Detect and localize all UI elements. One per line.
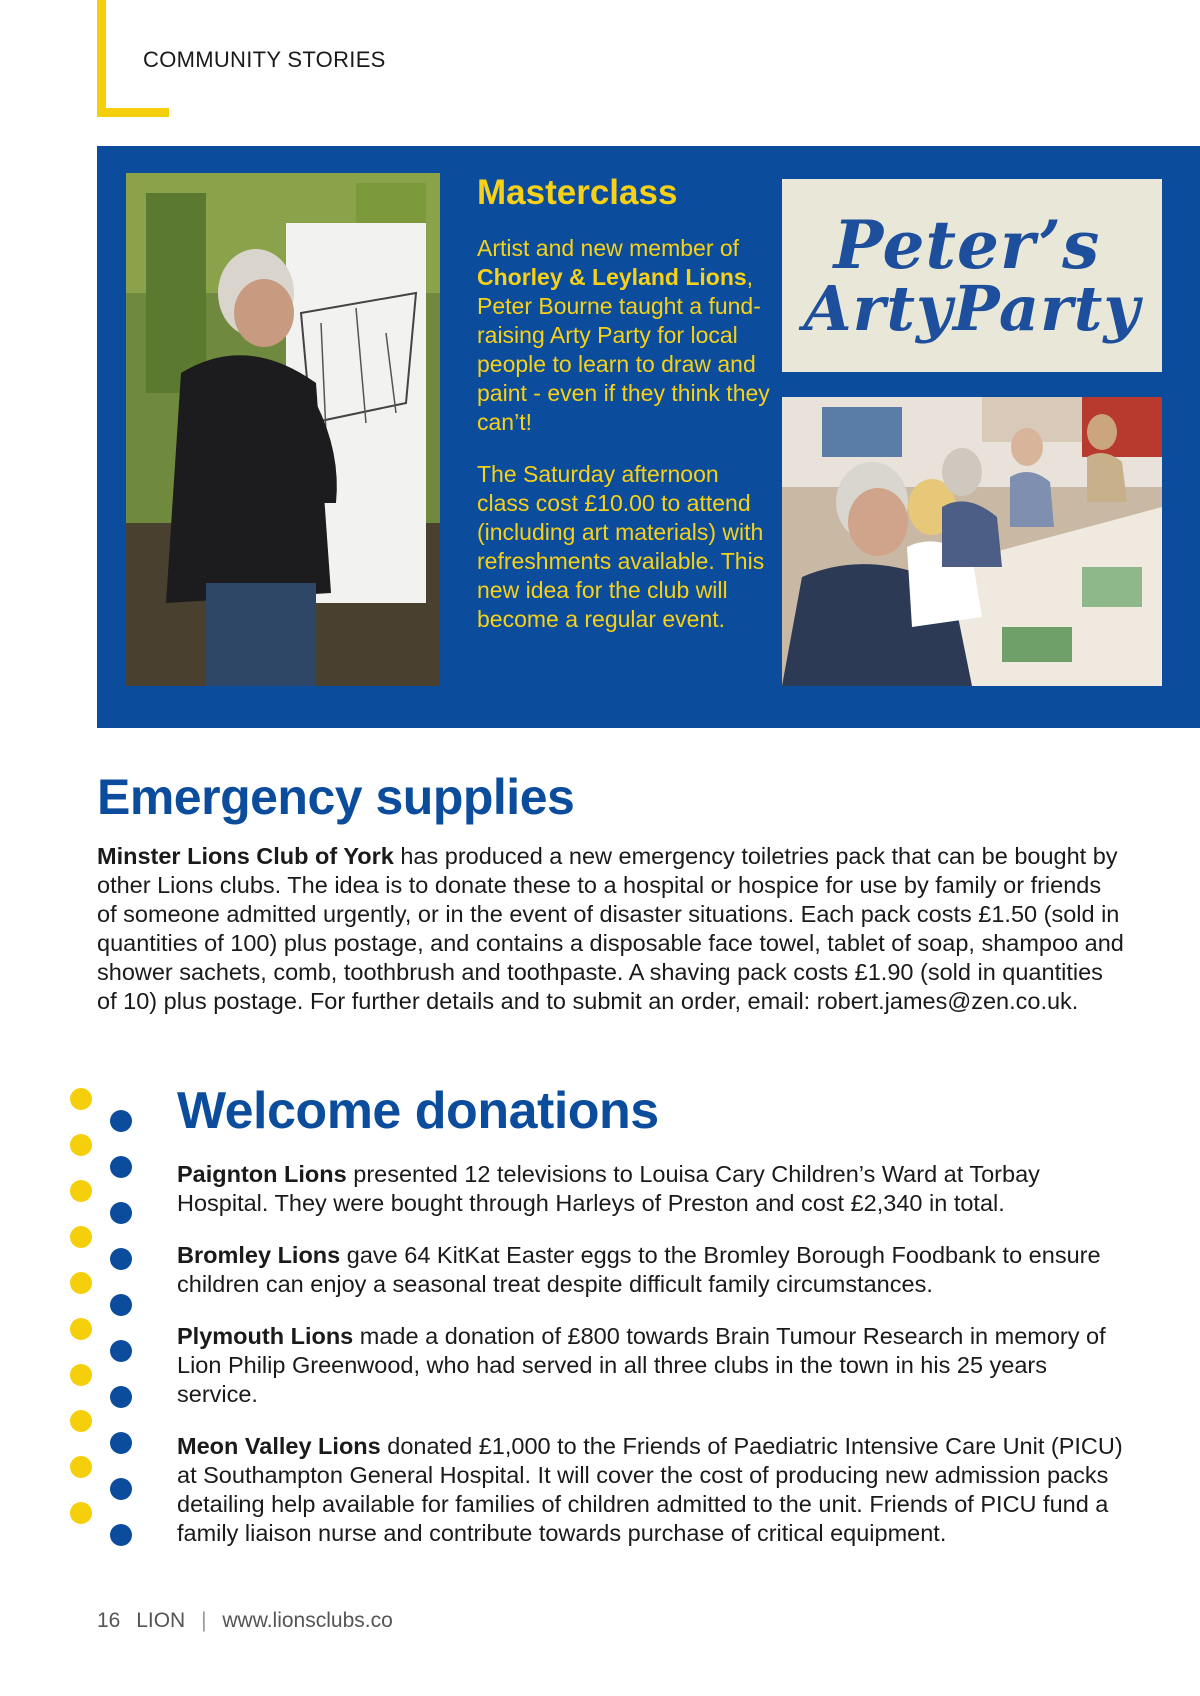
donation-item bbox=[177, 1160, 1127, 1218]
donation-text: donated £1,000 to the Friends of Paediatric Intensive Care Unit (PICU) at Southampton General Hospital. It will cover the cost of producing new admission packs detailing help available for families of children admitted to the unit. Friends of PICU fund a family liaison nurse and contribute towards purchase of critical equipment. bbox=[177, 1433, 1123, 1546]
masterclass-intro: Artist and new member of bbox=[477, 235, 740, 261]
yellow-dot bbox=[70, 1318, 92, 1340]
donation-text: gave 64 KitKat Easter eggs to the Bromley Borough Foodbank to ensure children can enjoy a seasonal treat despite difficult family circumstances. bbox=[177, 1242, 1101, 1297]
page-number: 16 bbox=[97, 1609, 121, 1632]
yellow-dot bbox=[70, 1134, 92, 1156]
yellow-dot bbox=[70, 1226, 92, 1248]
blue-dot bbox=[110, 1432, 132, 1454]
yellow-dot bbox=[70, 1502, 92, 1524]
blue-dot bbox=[110, 1248, 132, 1270]
yellow-dot bbox=[70, 1410, 92, 1432]
blue-dot bbox=[110, 1294, 132, 1316]
artist-photo bbox=[126, 173, 440, 686]
masterclass-paragraph-2: The Saturday afternoon class cost £10.00 to attend (including art materials) with refreshments available. This new idea for the club will become a regular event. bbox=[477, 461, 765, 632]
donation-club: Plymouth Lions bbox=[177, 1323, 354, 1349]
blue-dot bbox=[110, 1524, 132, 1546]
donation-club: Bromley Lions bbox=[177, 1242, 341, 1268]
donation-item bbox=[177, 1322, 1127, 1409]
blue-dot bbox=[110, 1340, 132, 1362]
emergency-heading: Emergency supplies bbox=[97, 769, 575, 825]
yellow-dot bbox=[70, 1272, 92, 1294]
blue-dot bbox=[110, 1478, 132, 1500]
welcome-heading: Welcome donations bbox=[177, 1082, 659, 1140]
emergency-club: Minster Lions Club of York bbox=[97, 843, 394, 869]
emergency-text: has produced a new emergency toiletries pack that can be bought by other Lions clubs. The idea is to donate these to a hospital or hospice for use by family or friends of someone admitted urgently, or in the event of disaster situations. Each pack costs £1.50 (sold in quantities of 100) plus postage, and contains a disposable face towel, tablet of soap, shampoo and shower sachets, comb, toothbrush and toothpaste. A shaving pack costs £1.90 (sold in quantities of 10) plus postage. For further details and to submit an order, email: robert.james@zen.co.uk. bbox=[97, 843, 1124, 1014]
class-photo bbox=[782, 397, 1162, 686]
footer-separator: | bbox=[201, 1609, 207, 1632]
emergency-body bbox=[97, 842, 1127, 1016]
blue-dot bbox=[110, 1386, 132, 1408]
donation-item bbox=[177, 1241, 1127, 1299]
donation-text: made a donation of £800 towards Brain Tumour Research in memory of Lion Philip Greenwood, who had served in all three clubs in the town in his 25 years service. bbox=[177, 1323, 1106, 1407]
yellow-dot bbox=[70, 1088, 92, 1110]
decorative-dots bbox=[66, 1088, 146, 1568]
yellow-dot bbox=[70, 1456, 92, 1478]
yellow-dot bbox=[70, 1180, 92, 1202]
yellow-dot bbox=[70, 1364, 92, 1386]
masterclass-paragraph-1 bbox=[477, 234, 777, 437]
blue-dot bbox=[110, 1110, 132, 1132]
donation-club: Paignton Lions bbox=[177, 1161, 347, 1187]
club-name: Chorley & Leyland Lions bbox=[477, 264, 747, 290]
magazine-name: LION bbox=[136, 1609, 186, 1632]
masterclass-title: Masterclass bbox=[477, 173, 678, 212]
blue-dot bbox=[110, 1202, 132, 1224]
page-footer bbox=[97, 1609, 403, 1633]
logo-line-2: ArtyParty bbox=[803, 271, 1141, 345]
masterclass-intro-rest: , Peter Bourne taught a fund-raising Arty Party for local people to learn to draw and paint - even if they think they can’t! bbox=[477, 264, 770, 435]
donation-club: Meon Valley Lions bbox=[177, 1433, 381, 1459]
section-label: COMMUNITY STORIES bbox=[143, 47, 386, 72]
donation-item bbox=[177, 1432, 1127, 1548]
website-link[interactable]: www.lionsclubs.co bbox=[222, 1609, 393, 1632]
logo-line-1: Peter’s bbox=[833, 205, 1101, 284]
arty-party-logo bbox=[782, 179, 1162, 372]
blue-dot bbox=[110, 1156, 132, 1178]
donation-text: presented 12 televisions to Louisa Cary Children’s Ward at Torbay Hospital. They were bought through Harleys of Preston and cost £2,340 in total. bbox=[177, 1161, 1040, 1216]
